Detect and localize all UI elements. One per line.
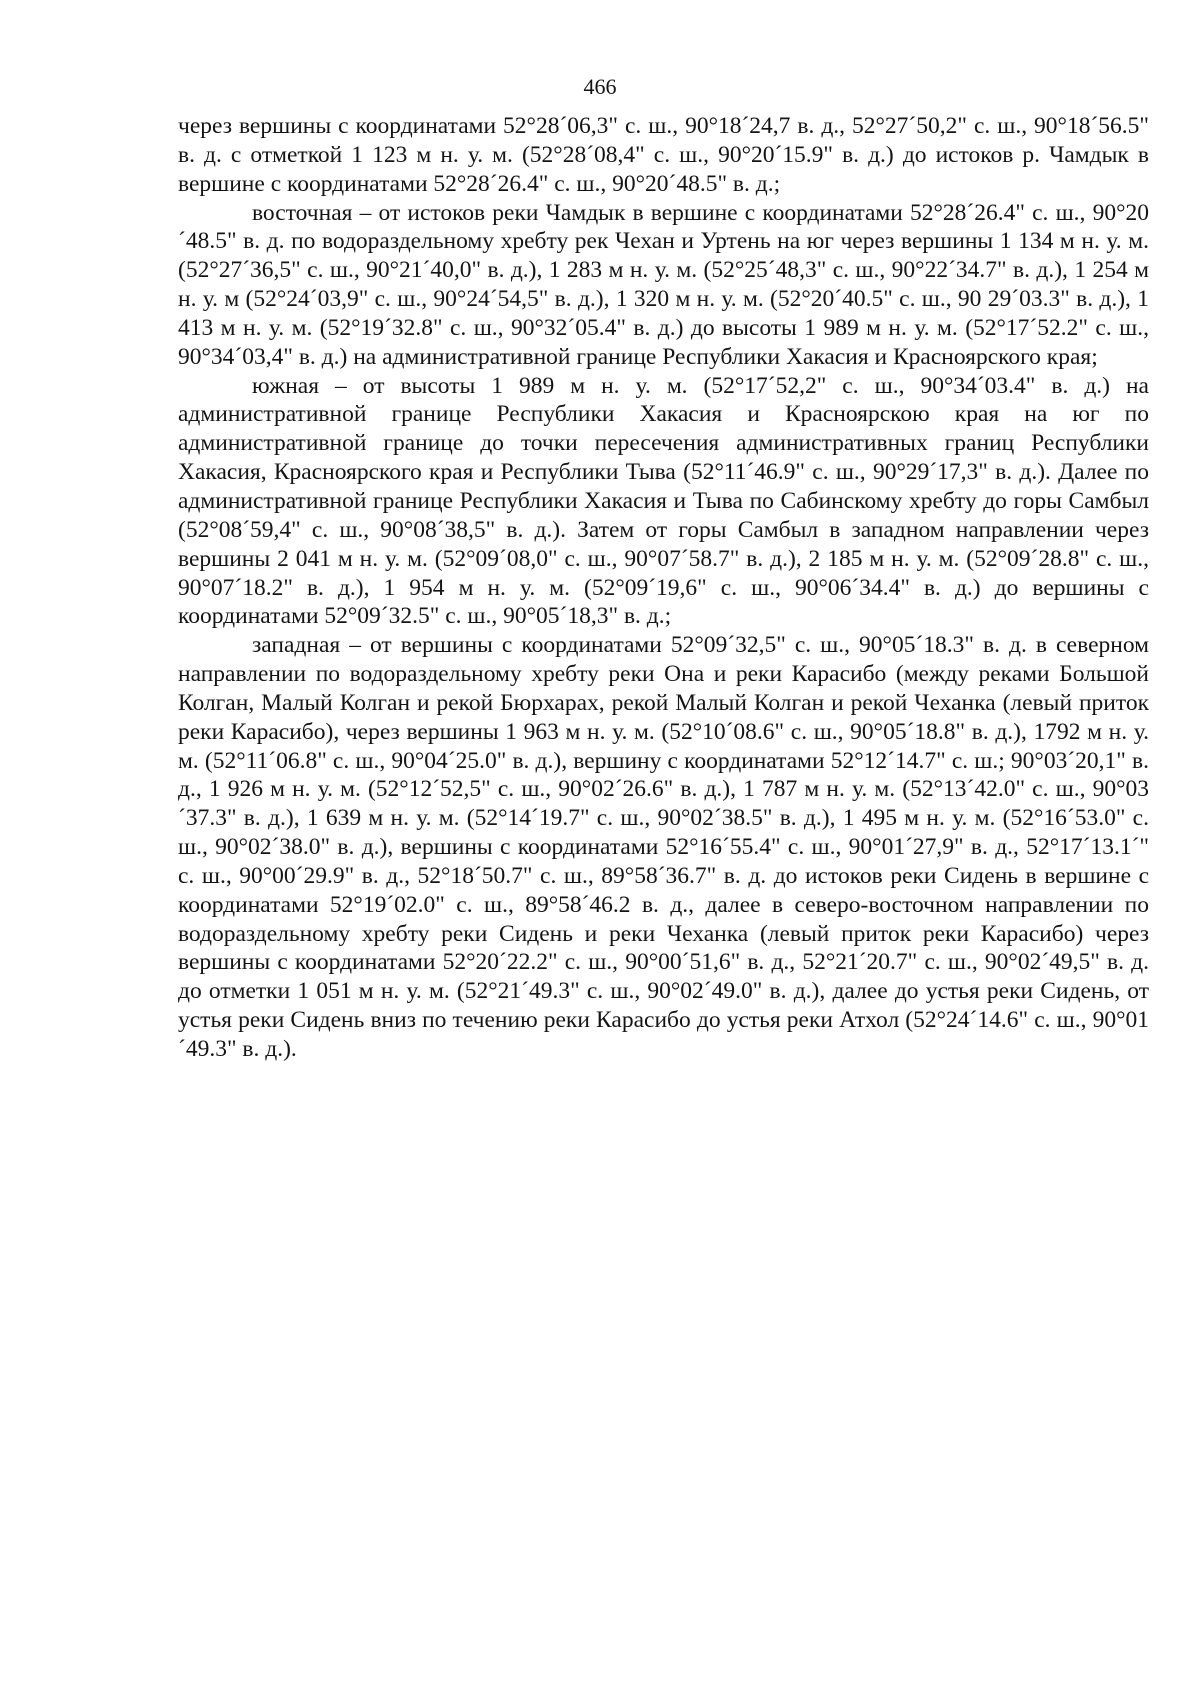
paragraph-south-boundary: южная – от высоты 1 989 м н. у. м. (52°17´52,2" с. ш., 90°34´03.4" в. д.) на административной границе Республики Хакасия и Красноярскою края на юг по административной границе до точки пересечения административных границ Республики Хакасия, Красноярского края и Республики Тыва (52°11´46.9" с. ш., 90°29´17,3" в. д.). Далее по административной границе Республики Хакасия и Тыва по Сабинскому хребту до горы Самбыл (52°08´59,4" с. ш., 90°08´38,5" в. д.). Затем от горы Самбыл в западном направлении через вершины 2 041 м н. у. м. (52°09´08,0" с. ш., 90°07´58.7" в. д.), 2 185 м н. у. м. (52°09´28.8" с. ш., 90°07´18.2" в. д.), 1 954 м н. у. м. (52°09´19,6" с. ш., 90°06´34.4" в. д.) до вершины с координатами 52°09´32.5" с. ш., 90°05´18,3" в. д.; — [178, 372, 1149, 630]
paragraph-east-boundary: восточная – от истоков реки Чамдык в вершине с координатами 52°28´26.4" с. ш., 90°20´48.5" в. д. по водораздельному хребту рек Чехан и Уртень на юг через вершины 1 134 м н. у. м. (52°27´36,5" с. ш., 90°21´40,0" в. д.), 1 283 м н. у. м. (52°25´48,3" с. ш., 90°22´34.7" в. д.), 1 254 м н. у. м (52°24´03,9" с. ш., 90°24´54,5" в. д.), 1 320 м н. у. м. (52°20´40.5" с. ш., 90 29´03.3" в. д.), 1 413 м н. у. м. (52°19´32.8" с. ш., 90°32´05.4" в. д.) до высоты 1 989 м н. у. м. (52°17´52.2" с. ш., 90°34´03,4" в. д.) на административной границе Республики Хакасия и Красноярского края; — [178, 199, 1149, 370]
paragraph-west-boundary: западная – от вершины с координатами 52°09´32,5" с. ш., 90°05´18.3" в. д. в северном направлении по водораздельному хребту реки Она и реки Карасибо (между реками Большой Колган, Малый Колган и рекой Бюрхарах, рекой Малый Колган и рекой Чеханка (левый приток реки Карасибо), через вершины 1 963 м н. у. м. (52°10´08.6" с. ш., 90°05´18.8" в. д.), 1792 м н. у. м. (52°11´06.8" с. ш., 90°04´25.0" в. д.), вершину с координатами 52°12´14.7" с. ш.; 90°03´20,1" в. д., 1 926 м н. у. м. (52°12´52,5" с. ш., 90°02´26.6" в. д.), 1 787 м н. у. м. (52°13´42.0" с. ш., 90°03´37.3" в. д.), 1 639 м н. у. м. (52°14´19.7" с. ш., 90°02´38.5" в. д.), 1 495 м н. у. м. (52°16´53.0" с. ш., 90°02´38.0" в. д.), вершины с координатами 52°16´55.4" с. ш., 90°01´27,9" в. д., 52°17´13.1´" с. ш., 90°00´29.9" в. д., 52°18´50.7" с. ш., 89°58´36.7" в. д. до истоков реки Сидень в вершине с координатами 52°19´02.0" с. ш., 89°58´46.2 в. д., далее в северо-восточном направлении по водораздельному хребту реки Сидень и реки Чеханка (левый приток реки Карасибо) через вершины с координатами 52°20´22.2" с. ш., 90°00´51,6" в. д., 52°21´20.7" с. ш., 90°02´49,5" в. д. до отметки 1 051 м н. у. м. (52°21´49.3" с. ш., 90°02´49.0" в. д.), далее до устья реки Сидень, от устья реки Сидень вниз по течению реки Карасибо до устья реки Атхол (52°24´14.6" с. ш., 90°01´49.3" в. д.). — [178, 632, 1149, 1062]
page-number: 466 — [583, 74, 617, 99]
document-body — [178, 112, 1149, 1064]
paragraph-continuation: через вершины с координатами 52°28´06,3" с. ш., 90°18´24,7 в. д., 52°27´50,2" с. ш., 90°18´56.5" в. д. с отметкой 1 123 м н. у. м. (52°28´08,4" с. ш., 90°20´15.9" в. д.) до истоков р. Чамдык в вершине с координатами 52°28´26.4" с. ш., 90°20´48.5" в. д.; — [178, 113, 1149, 197]
